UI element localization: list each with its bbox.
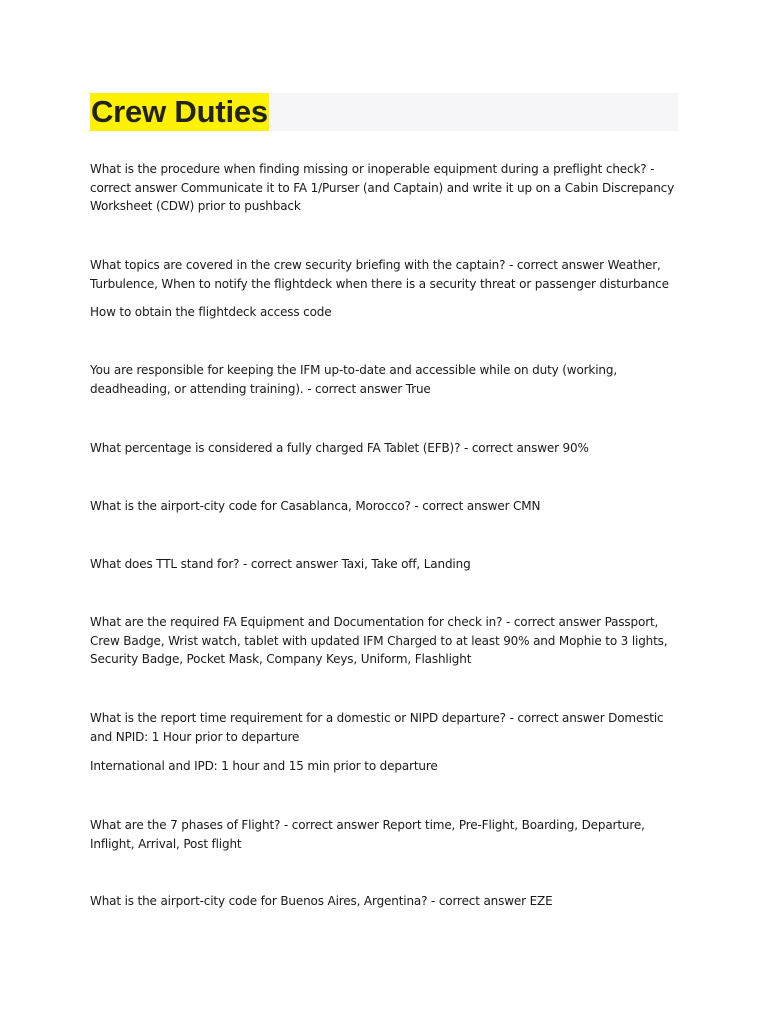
paragraph-2: What topics are covered in the crew security briefing with the captain? - correct answer Weather, Turbulence, When to notify the flightdeck when there is a security threat or passenger disturbance [90,258,669,291]
paragraph-11: What are the 7 phases of Flight? - correct answer Report time, Pre-Flight, Boarding, Departure, Inflight, Arrival, Post flight [90,818,645,851]
paragraph-7: What does TTL stand for? - correct answer Taxi, Take off, Landing [90,557,471,571]
page-title: Crew Duties [91,94,268,129]
paragraph-9: What is the report time requirement for a domestic or NIPD departure? - correct answer Domestic and NPID: 1 Hour prior to departure [90,711,664,744]
paragraph-3: How to obtain the flightdeck access code [90,305,332,319]
paragraph-5: What percentage is considered a fully charged FA Tablet (EFB)? - correct answer 90% [90,441,589,455]
paragraph-10: International and IPD: 1 hour and 15 min prior to departure [90,759,438,773]
title-bar [90,93,678,131]
paragraph-8: What are the required FA Equipment and Documentation for check in? - correct answer Passport, Crew Badge, Wrist watch, tablet with updated IFM Charged to at least 90% and Mophie to 3 lights, Security Badge, Pocket Mask, Company Keys, Uniform, Flashlight [90,615,668,666]
paragraph-4: You are responsible for keeping the IFM up-to-date and accessible while on duty (working, deadheading, or attending training). - correct answer True [90,363,617,396]
paragraph-6: What is the airport-city code for Casablanca, Morocco? - correct answer CMN [90,499,541,513]
paragraph-1: What is the procedure when finding missing or inoperable equipment during a preflight check? - correct answer Communicate it to FA 1/Purser (and Captain) and write it up on a Cabin Discrepancy Worksheet (CDW) prior to pushback [90,162,675,213]
paragraph-12: What is the airport-city code for Buenos Aires, Argentina? - correct answer EZE [90,894,553,908]
